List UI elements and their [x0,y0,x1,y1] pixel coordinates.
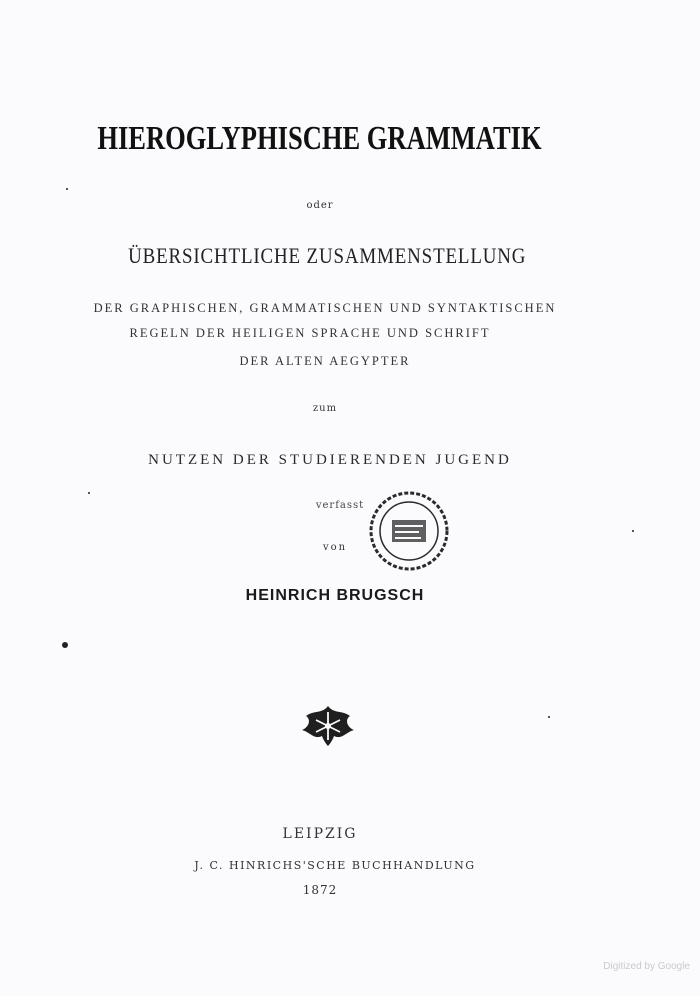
printer-ornament-icon [296,700,360,750]
digitization-watermark: Digitized by Google [603,961,690,972]
ink-speck [88,492,90,494]
by-label: von [322,542,348,553]
description-line-3: DER ALTEN AEGYPTER [239,354,411,368]
ink-speck [632,530,634,532]
imprint-city: LEIPZIG [282,826,358,842]
imprint-year: 1872 [302,883,338,897]
imprint-publisher: J. C. HINRICHS'SCHE BUCHHANDLUNG [194,859,476,872]
ink-speck [62,642,68,648]
description-line-2: REGELN DER HEILIGEN SPRACHE UND SCHRIFT [129,326,491,340]
ink-speck [548,716,550,718]
author-name: HEINRICH BRUGSCH [245,587,425,604]
verfasst-label: verfasst [315,500,365,511]
description-line-1: DER GRAPHISCHEN, GRAMMATISCHEN UND SYNTAKTISCHEN [93,301,557,315]
purpose-line: NUTZEN DER STUDIERENDEN JUGEND [148,452,512,468]
title-connector: oder [306,200,334,211]
purpose-connector: zum [312,403,338,414]
book-title: HIEROGLYPHISCHE GRAMMATIK [97,120,542,157]
book-subtitle: ÜBERSICHTLICHE ZUSAMMENSTELLUNG [128,243,527,268]
ink-speck [66,188,68,190]
library-stamp-icon [368,490,450,572]
